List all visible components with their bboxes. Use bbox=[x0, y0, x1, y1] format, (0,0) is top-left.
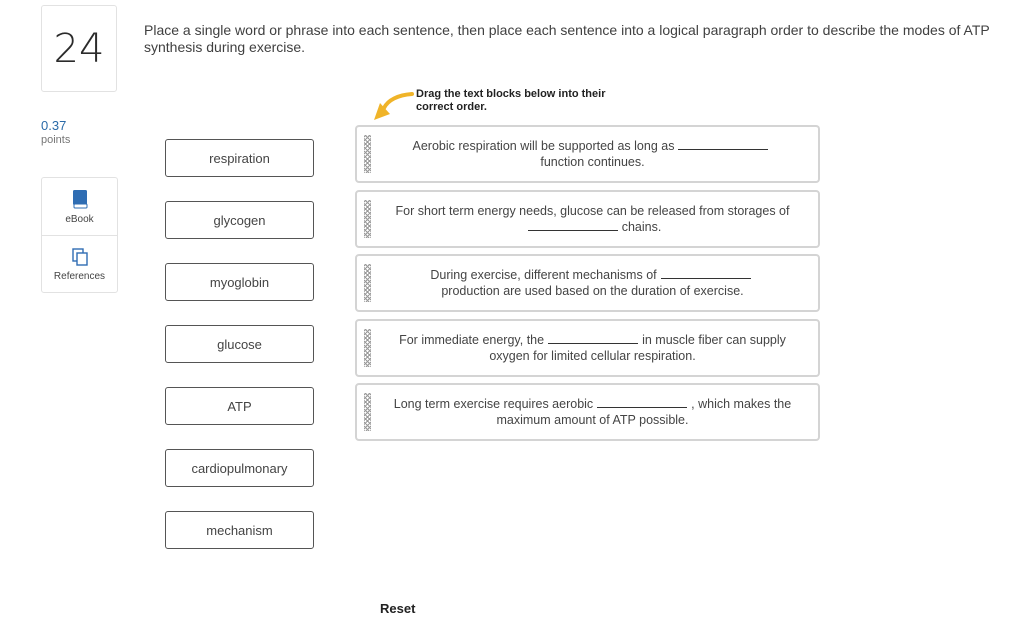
drag-handle-icon[interactable] bbox=[364, 329, 371, 367]
word-glucose[interactable]: glucose bbox=[165, 325, 314, 363]
word-mechanism[interactable]: mechanism bbox=[165, 511, 314, 549]
word-respiration[interactable]: respiration bbox=[165, 139, 314, 177]
sentence-text: Aerobic respiration will be supported as long as function continues. bbox=[375, 127, 810, 181]
word-myoglobin[interactable]: myoglobin bbox=[165, 263, 314, 301]
sentence-text: For immediate energy, the in muscle fiber can supply oxygen for limited cellular respiration. bbox=[399, 333, 786, 363]
sentence-text: During exercise, different mechanisms of production are used based on the duration of exercise. bbox=[375, 256, 810, 310]
question-number: 24 bbox=[41, 5, 117, 92]
sentence-block[interactable] bbox=[355, 319, 820, 377]
points-panel bbox=[41, 118, 70, 147]
references-button[interactable] bbox=[42, 235, 117, 293]
drag-handle-icon[interactable] bbox=[364, 135, 371, 173]
ebook-button[interactable] bbox=[42, 178, 117, 235]
word-glycogen[interactable]: glycogen bbox=[165, 201, 314, 239]
reset-button[interactable]: Reset bbox=[380, 601, 416, 616]
answer-blank[interactable] bbox=[528, 220, 618, 231]
arrow-icon bbox=[370, 90, 414, 122]
sentence-block[interactable] bbox=[355, 383, 820, 441]
answer-blank[interactable] bbox=[597, 397, 687, 408]
points-value: 0.37 bbox=[41, 118, 67, 133]
points-label: points bbox=[41, 134, 71, 146]
answer-blank[interactable] bbox=[548, 333, 638, 344]
sentence-block[interactable] bbox=[355, 190, 820, 248]
references-icon bbox=[72, 248, 88, 266]
word-atp[interactable]: ATP bbox=[165, 387, 314, 425]
drag-handle-icon[interactable] bbox=[364, 200, 371, 238]
answer-blank[interactable] bbox=[661, 268, 751, 279]
tools-panel bbox=[41, 177, 118, 293]
book-icon bbox=[72, 189, 88, 209]
answer-blank[interactable] bbox=[678, 139, 768, 150]
ebook-label: eBook bbox=[65, 213, 94, 225]
sentence-text: Long term exercise requires aerobic , which makes the maximum amount of ATP possible. bbox=[393, 397, 792, 427]
sentence-block[interactable] bbox=[355, 125, 820, 183]
question-prompt: Place a single word or phrase into each sentence, then place each sentence into a logical paragraph order to describe the modes of ATP synthesis during exercise. bbox=[144, 22, 990, 55]
drag-hint-text: Drag the text blocks below into their correct order. bbox=[416, 88, 606, 113]
drag-handle-icon[interactable] bbox=[364, 264, 371, 302]
sentence-block[interactable] bbox=[355, 254, 820, 312]
drag-hint bbox=[370, 88, 630, 122]
sentence-text: For short term energy needs, glucose can be released from storages ofchains. bbox=[395, 204, 790, 234]
word-cardiopulmonary[interactable]: cardiopulmonary bbox=[165, 449, 314, 487]
drag-handle-icon[interactable] bbox=[364, 393, 371, 431]
references-label: References bbox=[53, 270, 106, 282]
